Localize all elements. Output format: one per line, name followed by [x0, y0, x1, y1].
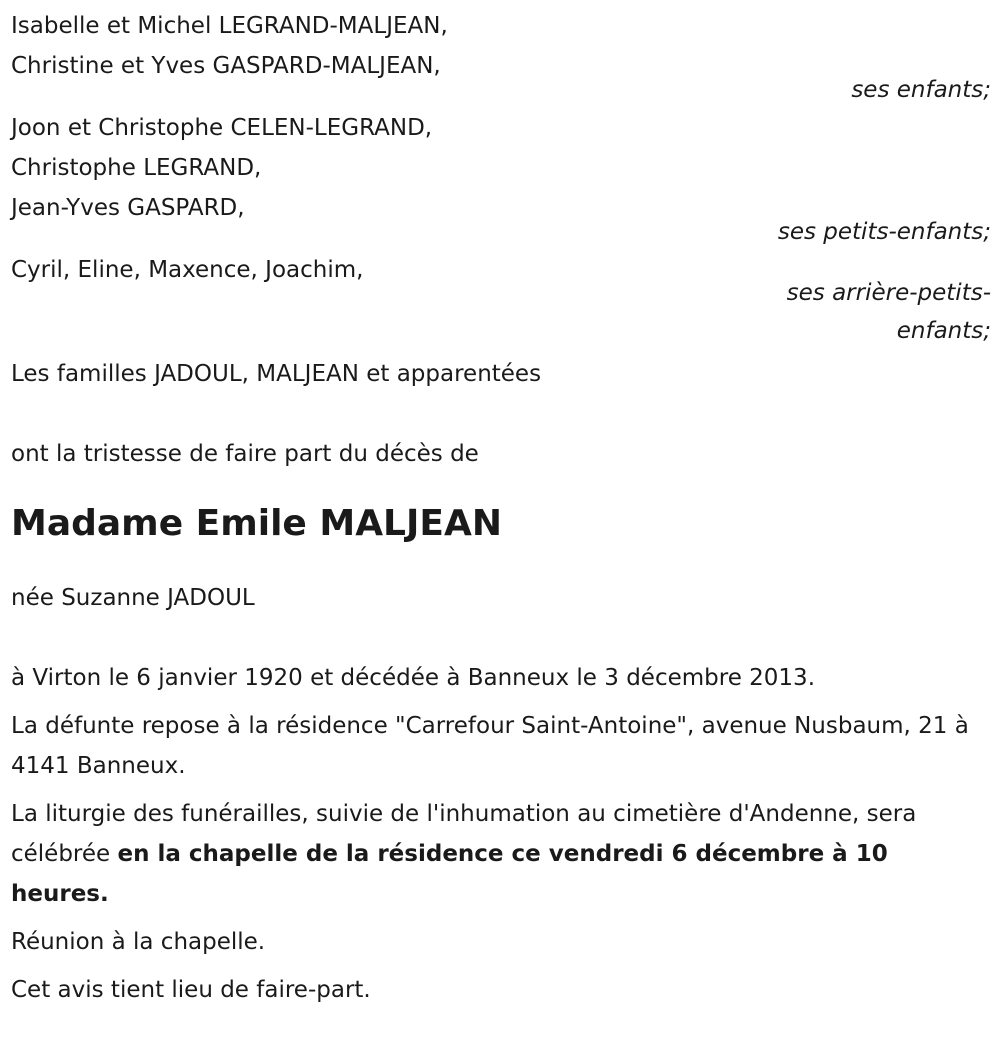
child-line: Christine et Yves GASPARD-MALJEAN, — [11, 53, 441, 79]
liturgy-intro: La liturgie des funérailles, suivie de l'inhumation au cimetière d'Andenne, sera célébrée — [11, 801, 917, 867]
grandchild-line: Joon et Christophe CELEN-LEGRAND, — [11, 115, 433, 141]
closing-line: Cet avis tient lieu de faire-part. — [11, 977, 371, 1003]
announcement-line: ont la tristesse de faire part du décès de — [11, 441, 479, 467]
grandchild-line: Christophe LEGRAND, — [11, 155, 262, 181]
dates-line: à Virton le 6 janvier 1920 et décédée à Banneux le 3 décembre 2013. — [11, 665, 816, 691]
role-great-grandchildren: ses arrière-petits-enfants; — [786, 280, 991, 344]
grandchild-line: Jean-Yves GASPARD, — [11, 195, 245, 221]
meeting-line: Réunion à la chapelle. — [11, 929, 266, 955]
families-line: Les familles JADOUL, MALJEAN et apparentées — [11, 361, 542, 387]
death-notice — [11, 6, 991, 1010]
deceased-name: Madame Emile MALJEAN — [11, 503, 502, 544]
child-line: Isabelle et Michel LEGRAND-MALJEAN, — [11, 13, 448, 39]
great-grandchild-line: Cyril, Eline, Maxence, Joachim, — [11, 257, 364, 283]
liturgy-highlight: en la chapelle de la résidence ce vendredi 6 décembre à 10 heures. — [11, 841, 888, 907]
rest-place: La défunte repose à la résidence "Carrefour Saint-Antoine", avenue Nusbaum, 21 à 4141 Banneux. — [11, 713, 969, 779]
role-children: ses enfants; — [851, 77, 991, 103]
liturgy-paragraph — [11, 794, 991, 914]
birth-name: née Suzanne JADOUL — [11, 585, 255, 611]
role-grandchildren: ses petits-enfants; — [777, 219, 991, 245]
